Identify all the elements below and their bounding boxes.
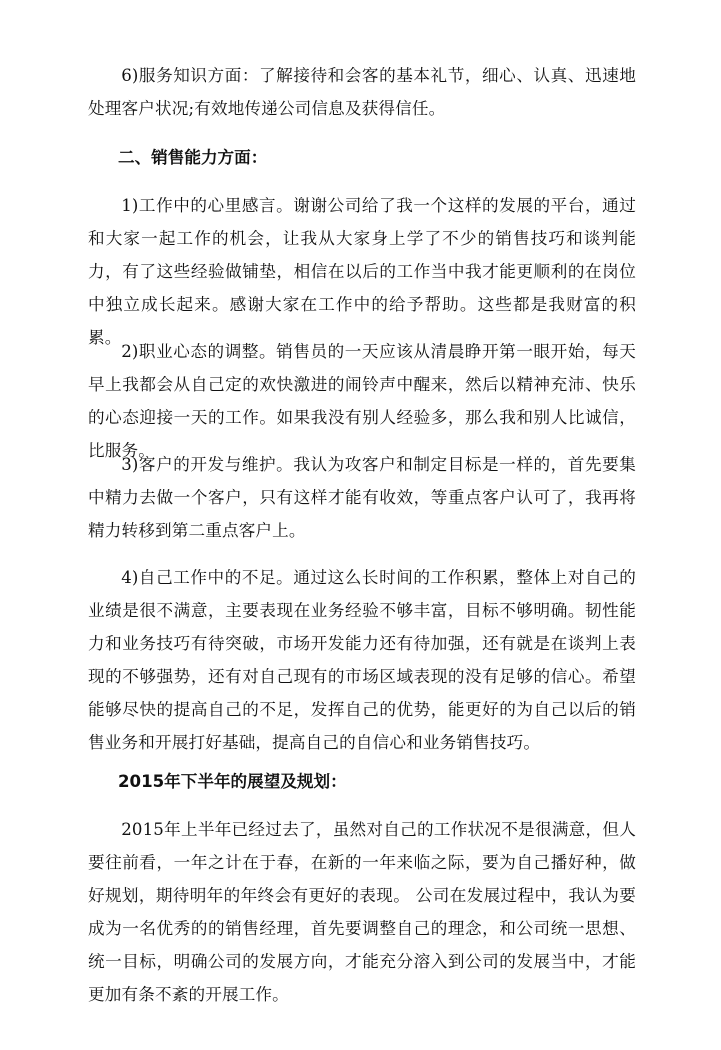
outlook-heading: 2015年下半年的展望及规划： bbox=[118, 772, 347, 791]
service-knowledge-block bbox=[88, 59, 636, 125]
paragraph-work-feelings: 1)工作中的心里感言。谢谢公司给了我一个这样的发展的平台，通过和大家一起工作的机会，让我从大家身上学了不少的销售技巧和谈判能力，有了这些经验做铺垫，相信在以后的工作当中我才能更顺利的在岗位中独立成长起来。感谢大家在工作中的给予帮助。这些都是我财富的积累。 bbox=[88, 196, 636, 347]
outlook-block bbox=[88, 813, 636, 1011]
paragraph-4-block bbox=[88, 561, 636, 759]
paragraph-1-block bbox=[88, 189, 636, 354]
sales-ability-heading: 二、销售能力方面： bbox=[118, 148, 268, 167]
paragraph-customer-development: 3)客户的开发与维护。我认为攻客户和制定目标是一样的，首先要集中精力去做一个客户，只有这样才能有收效，等重点客户认可了，我再将精力转移到第二重点客户上。 bbox=[88, 455, 636, 540]
paragraph-mindset: 2)职业心态的调整。销售员的一天应该从清晨睁开第一眼开始，每天早上我都会从自己定的欢快激进的闹铃声中醒来，然后以精神充沛、快乐的心态迎接一天的工作。如果我没有别人经验多，那么我和别人比诚信，比服务。 bbox=[88, 342, 636, 460]
paragraph-3-block bbox=[88, 448, 636, 547]
service-knowledge-paragraph: 6)服务知识方面：了解接待和会客的基本礼节，细心、认真、迅速地处理客户状况;有效地传递公司信息及获得信任。 bbox=[88, 66, 636, 118]
paragraph-outlook: 2015年上半年已经过去了，虽然对自己的工作状况不是很满意，但人要往前看，一年之计在于春，在新的一年来临之际，要为自己播好种，做好规划，期待明年的年终会有更好的表现。 公司在发展过程中，我认为要成为一名优秀的的销售经理，首先要调整自己的理念，和公司统一思想、统一目标，明确公司的发展方向，才能充分溶入到公司的发展当中，才能更加有条不紊的开展工作。 bbox=[88, 820, 636, 1004]
paragraph-shortcomings: 4)自己工作中的不足。通过这么长时间的工作积累，整体上对自己的业绩是很不满意，主要表现在业务经验不够丰富，目标不够明确。韧性能力和业务技巧有待突破，市场开发能力还有待加强，还有就是在谈判上表现的不够强势，还有对自己现有的市场区域表现的没有足够的信心。希望能够尽快的提高自己的不足，发挥自己的优势，能更好的为自己以后的销售业务和开展打好基础，提高自己的自信心和业务销售技巧。 bbox=[88, 568, 636, 752]
